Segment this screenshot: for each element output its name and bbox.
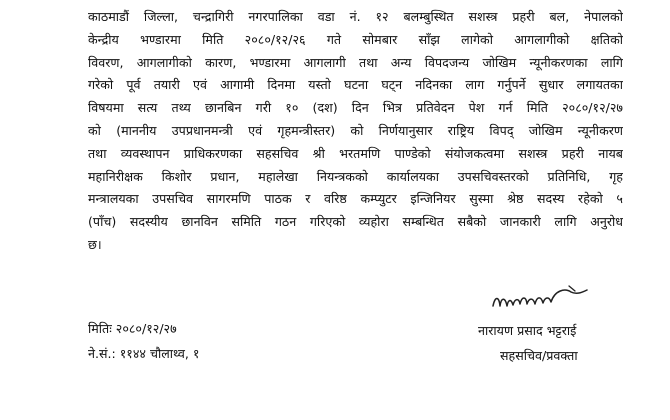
handwritten-signature bbox=[485, 282, 595, 322]
body-line: महानिरीक्षक किशोर प्रधान, महालेखा नियन्त्रकको कार्यालयका उपसचिवस्तरको प्रतिनिधि, गृह bbox=[88, 168, 623, 184]
body-line: तथा व्यवस्थापन प्राधिकरणका सहसचिव श्री भरतमणि पाण्डेको संयोजकत्वमा सशस्त्र प्रहरी नायब bbox=[88, 145, 623, 161]
body-line: मन्त्रालयका उपसचिव सागरमणि पाठक र वरिष्ठ कम्प्युटर इन्जिनियर सुस्मा श्रेष्ठ सदस्य रहेको ५ bbox=[88, 191, 623, 207]
body-line: काठमाडौं जिल्ला, चन्द्रागिरी नगरपालिका वडा नं. १२ बलम्बुस्थित सशस्त्र प्रहरी बल, नेपालको bbox=[88, 9, 623, 24]
body-line: विवरण, आगलागीको कारण, भण्डारमा आगलागी तथा अन्य विपदजन्य जोखिम न्यूनीकरणका लागि bbox=[88, 54, 623, 70]
date-line: मितिः २०८०/१२/२७ bbox=[88, 321, 177, 336]
body-line: (पाँच) सदस्यीय छानविन समिति गठन गरिएको व्यहोरा सम्बन्धित सबैको जानकारी लागि अनुरोध bbox=[88, 214, 623, 230]
body-line: विषयमा सत्य तथ्य छानबिन गरी १० (दश) दिन भित्र प्रतिवेदन पेश गर्न मिति २०८०/१२/२७ bbox=[88, 100, 623, 116]
signer-title: सहसचिव/प्रवक्ता bbox=[500, 348, 578, 363]
body-line: गरेको पूर्व तयारी एवं आगामी दिनमा यस्तो घटना घट्न नदिनका लाग गर्नुपर्ने सुधार लगायतका bbox=[88, 77, 623, 93]
signer-name: नारायण प्रसाद भट्टराई bbox=[478, 323, 577, 338]
press-release-body bbox=[88, 6, 623, 257]
body-line: केन्द्रीय भण्डारमा मिति २०८०/१२/२६ गते सोमबार साँझ लागेको आगलागीको क्षतिको bbox=[88, 31, 623, 47]
body-line: को (माननीय उपप्रधानमन्त्री एवं गृहमन्त्रीस्तर) को निर्णयानुसार राष्ट्रिय विपद् जोखिम न्यूनीकरण bbox=[88, 122, 623, 138]
body-line: छ। bbox=[88, 236, 102, 252]
nepal-sambat-date-line: ने.सं.: ११४४ चौलाथ्व, १ bbox=[88, 346, 200, 361]
